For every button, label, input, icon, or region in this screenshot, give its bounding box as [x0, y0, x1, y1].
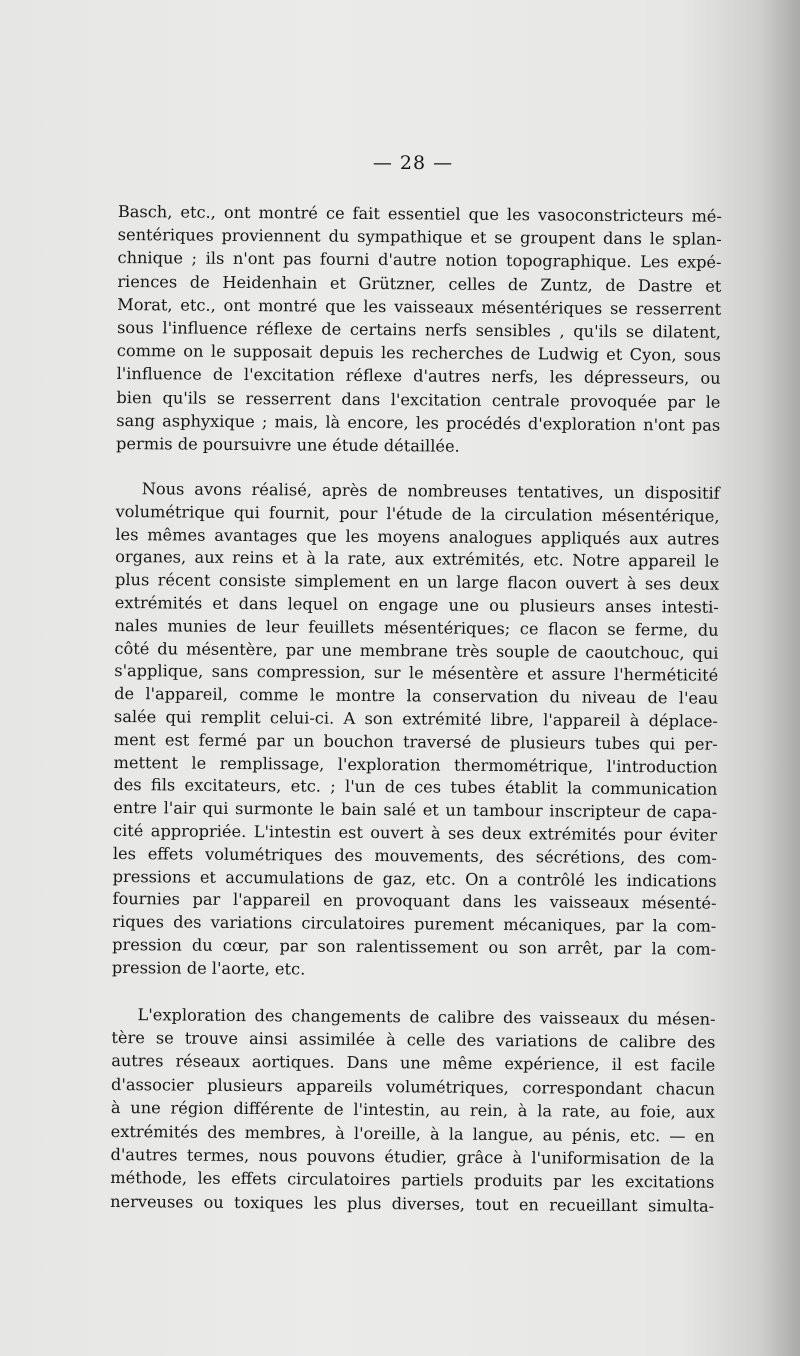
text-line: chnique ; ils n'ont pas fourni d'autre notion topographique. Les expé-: [117, 248, 722, 273]
body-text: [110, 200, 722, 1241]
text-line: salée qui remplit celui-ci. A son extrémité libre, l'appareil à déplace-: [113, 707, 718, 731]
text-line: L'exploration des changements de calibre des vaisseaux du mésen-: [137, 1004, 716, 1029]
text-line: cité appropriée. L'intestin est ouvert à ses deux extrémités pour éviter: [112, 820, 718, 845]
text-line: de l'appareil, comme le montre la conservation du niveau de l'eau: [114, 684, 719, 708]
text-line: organes, aux reins et à la rate, aux extrémités, etc. Notre appareil le: [115, 547, 720, 572]
text-line: les mêmes avantages que les moyens analogues appliqués aux autres: [115, 524, 720, 549]
text-line: l'influence de l'excitation réflexe d'autres nerfs, les dépresseurs, ou: [116, 364, 721, 389]
text-line: d'associer plusieurs appareils volumétriques, correspondant chacun: [110, 1074, 716, 1099]
text-line: autres réseaux aortiques. Dans une même expérience, il est facile: [111, 1051, 716, 1076]
text-line: nerveuses ou toxiques les plus diverses, tout en recueillant simulta-: [110, 1191, 715, 1216]
text-line: mettent le remplissage, l'exploration thermométrique, l'introduction: [113, 752, 718, 777]
text-line: à une région différente de l'intestin, au rein, à la rate, au foie, aux: [110, 1098, 715, 1122]
text-line: volumétrique qui fournit, pour l'étude de la circulation mésentérique,: [115, 501, 720, 526]
text-line: les effets volumétriques des mouvements, des sécrétions, des com-: [112, 843, 717, 868]
paragraph-3: [110, 1003, 716, 1218]
page-number: — 28 —: [372, 152, 454, 174]
paragraph-2: [112, 478, 720, 984]
text-line: d'autres termes, nous pouvons étudier, grâce à l'uniformisation de la: [110, 1144, 715, 1169]
text-line: permis de poursuivre une étude détaillée.: [116, 433, 460, 456]
paragraph-1: [116, 200, 722, 460]
text-line: entre l'air qui surmonte le bain salé et un tambour inscripteur de capa-: [113, 798, 718, 822]
text-line: des fils excitateurs, etc. ; l'un de ces tubes établit la communication: [113, 775, 718, 800]
text-line: sentériques proviennent du sympathique et se groupent dans le splan-: [117, 225, 722, 249]
text-line: nales munies de leur feuillets mésentériques; ce flacon se ferme, du: [114, 615, 719, 640]
text-line: comme on le supposait depuis les recherches de Ludwig et Cyon, sous: [116, 341, 721, 365]
text-line: extrémités des membres, à l'oreille, à la langue, au pénis, etc. — en: [110, 1121, 715, 1146]
text-line: sous l'influence réflexe de certains nerfs sensibles , qu'ils se dilatent,: [116, 317, 722, 342]
text-line: Morat, etc., ont montré que les vaisseaux mésentériques se resserrent: [117, 294, 722, 319]
text-line: fournies par l'appareil en provoquant dans les vaisseaux mésenté-: [112, 889, 717, 914]
text-line: sang asphyxique ; mais, là encore, les procédés d'exploration n'ont pas: [116, 410, 721, 435]
text-line: pressions et accumulations de gaz, etc. On a contrôlé les indications: [112, 866, 717, 891]
text-line: riques des variations circulatoires purement mécaniques, par la com-: [112, 912, 717, 936]
text-line: bien qu'ils se resserrent dans l'excitation centrale provoquée par le: [116, 387, 721, 412]
text-line: pression du cœur, par son ralentissement ou son arrêt, par la com-: [112, 934, 717, 959]
text-line: méthode, les effets circulatoires partiels produits par les excitations: [110, 1168, 715, 1193]
text-line: s'applique, sans compression, sur le mésentère et assure l'herméticité: [114, 661, 719, 686]
text-line: Nous avons réalisé, après de nombreuses tentatives, un dispositif: [141, 479, 720, 503]
text-line: Basch, etc., ont montré ce fait essentiel que les vasoconstricteurs mé-: [117, 201, 722, 226]
text-line: pression de l'aorte, etc.: [111, 957, 306, 979]
text-line: extrémités et dans lequel on engage une ou plusieurs anses intesti-: [114, 593, 719, 617]
text-line: côté du mésentère, par une membrane très souple de caoutchouc, qui: [114, 638, 719, 663]
text-line: riences de Heidenhain et Grützner, celles de Zuntz, de Dastre et: [117, 271, 722, 296]
text-line: plus récent consiste simplement en un large flacon ouvert à ses deux: [114, 570, 720, 594]
text-line: tère se trouve ainsi assimilée à celle des variations de calibre des: [111, 1027, 716, 1052]
text-line: ment est fermé par un bouchon traversé de plusieurs tubes qui per-: [113, 729, 718, 754]
